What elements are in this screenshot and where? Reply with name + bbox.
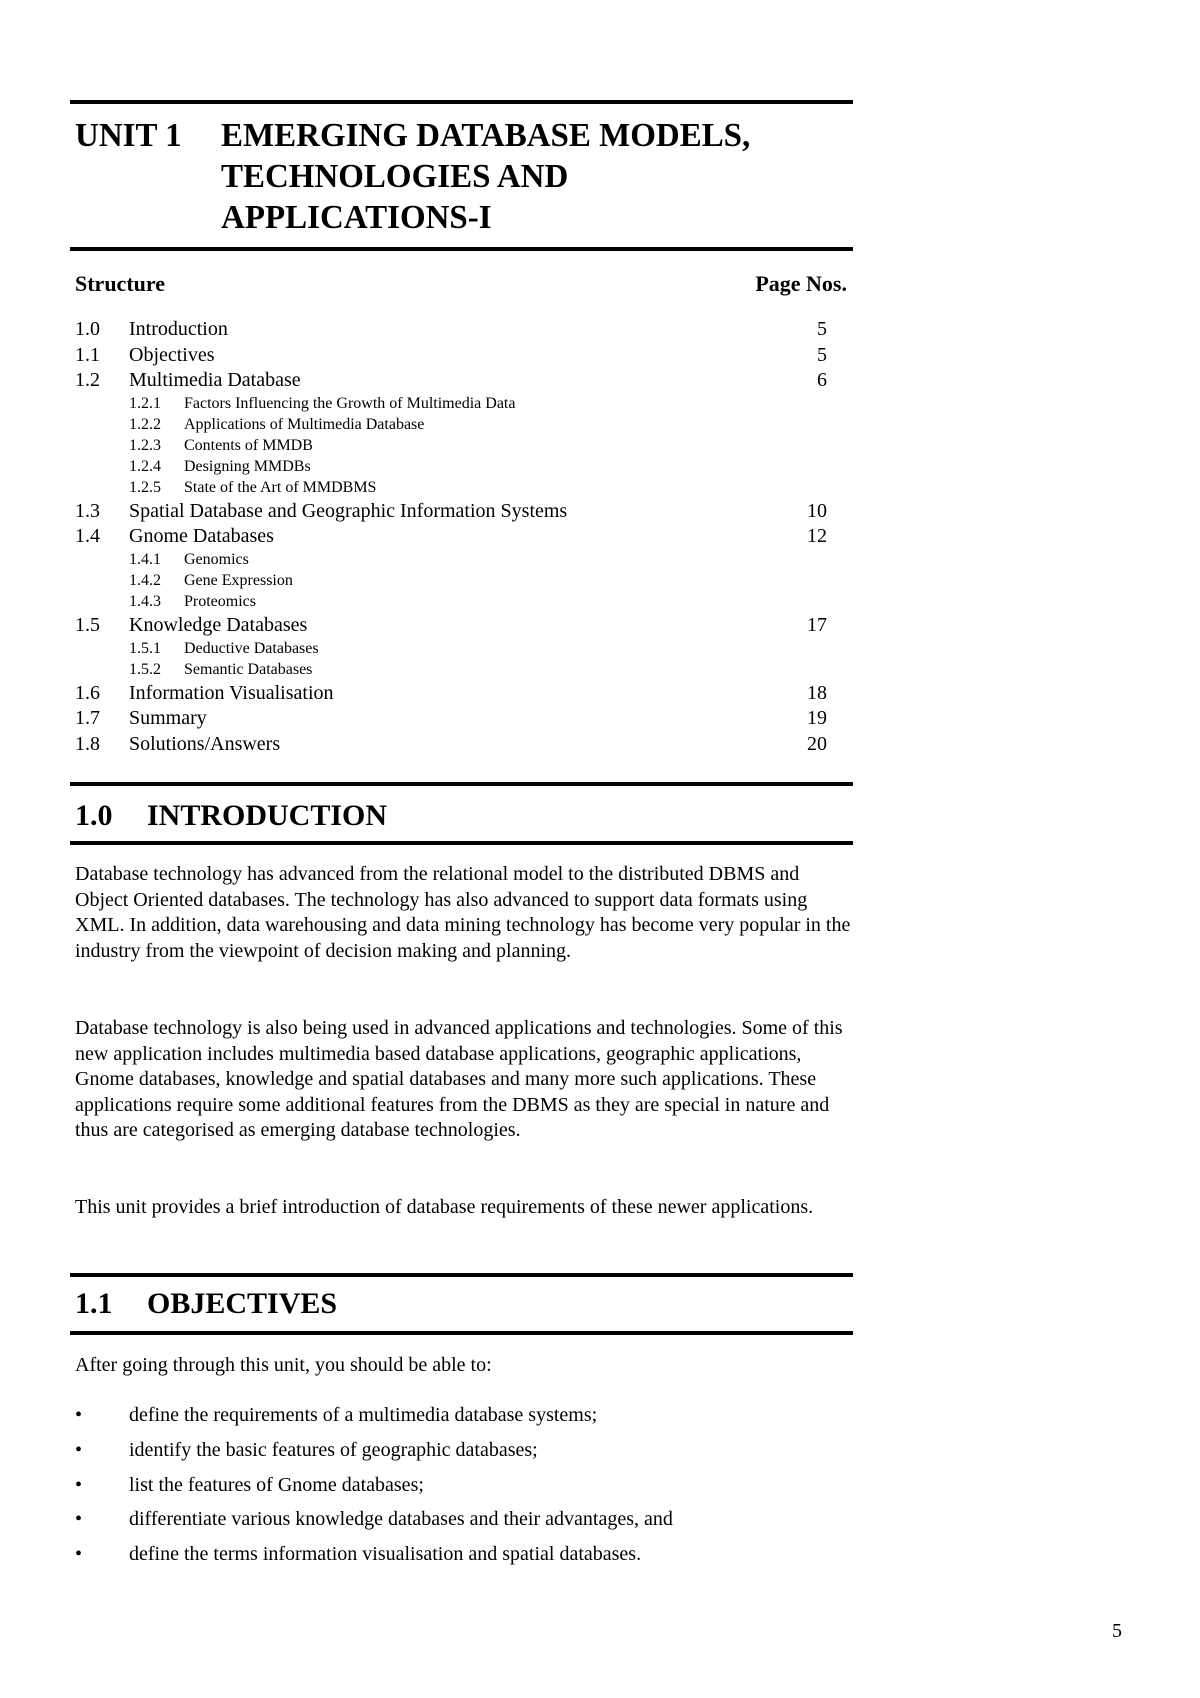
bullet-icon: • (75, 1508, 83, 1531)
objectives-bottom-rule (70, 1331, 853, 1335)
intro-paragraph: Database technology is also being used in advanced applications and technologies. Some of this new application includes multimedia based database applications, geographic applications, Gnome databases, knowledge and spatial databases and many more such applications. These applications require some additional features from the DBMS as they are special in nature and thus are categorised as emerging database technologies. (75, 1017, 843, 1141)
toc-sub-title: Genomics (184, 550, 249, 568)
toc-sub-number: 1.2.3 (129, 436, 161, 454)
bullet-icon: • (75, 1404, 83, 1426)
toc-title: Summary (129, 707, 207, 730)
table-of-contents (75, 316, 827, 756)
toc-sub-number: 1.2.5 (129, 478, 161, 496)
toc-sub-number: 1.5.1 (129, 639, 161, 657)
intro-paragraph: This unit provides a brief introduction of database requirements of these newer applications. (75, 1196, 814, 1218)
top-rule (70, 100, 853, 104)
objective-text: list the features of Gnome databases; (129, 1473, 424, 1496)
title-bottom-rule (70, 247, 853, 251)
structure-header (75, 271, 847, 297)
bullet-icon: • (75, 1438, 83, 1461)
toc-entry (75, 731, 827, 757)
toc-subentry (75, 393, 827, 414)
section-title: INTRODUCTION (147, 799, 388, 832)
structure-heading: Structure (75, 271, 166, 296)
toc-subentry (75, 435, 827, 456)
objective-text: identify the basic features of geographic databases; (129, 1438, 538, 1461)
toc-sub-title: State of the Art of MMDBMS (184, 478, 377, 496)
intro-top-rule (70, 782, 853, 786)
toc-entry (75, 705, 827, 731)
toc-subentry (75, 659, 827, 680)
section-title: OBJECTIVES (147, 1287, 338, 1320)
toc-page: 18 (807, 681, 827, 704)
toc-page: 19 (807, 707, 827, 730)
unit-title-line: EMERGING DATABASE MODELS, (221, 117, 751, 154)
list-item (75, 1472, 855, 1507)
objectives-heading (75, 1286, 337, 1322)
toc-subentry (75, 456, 827, 477)
toc-number: 1.8 (75, 732, 100, 755)
toc-page: 6 (817, 369, 827, 392)
toc-sub-title: Factors Influencing the Growth of Multimedia Data (184, 394, 516, 412)
toc-number: 1.0 (75, 318, 100, 340)
bullet-icon: • (75, 1473, 83, 1496)
toc-title: Spatial Database and Geographic Information Systems (129, 499, 568, 522)
toc-sub-number: 1.2.2 (129, 415, 161, 433)
intro-paragraph: Database technology has advanced from the relational model to the distributed DBMS and Object Oriented databases. The technology has also advanced to support data formats using XML. In addition, data warehousing and data mining technology has become very popular in the industry from the viewpoint of decision making and planning. (75, 863, 851, 962)
toc-sub-number: 1.4.1 (129, 550, 161, 568)
page-nos-heading: Page Nos. (755, 271, 847, 296)
toc-number: 1.1 (75, 343, 100, 366)
toc-number: 1.5 (75, 613, 100, 636)
toc-title: Objectives (129, 343, 215, 366)
unit-title-line: APPLICATIONS-I (221, 199, 492, 236)
toc-title: Information Visualisation (129, 681, 334, 704)
toc-sub-number: 1.2.4 (129, 457, 161, 475)
toc-title: Solutions/Answers (129, 732, 281, 755)
toc-entry (75, 498, 827, 524)
toc-sub-title: Applications of Multimedia Database (184, 415, 425, 433)
page-number: 5 (1112, 1620, 1122, 1642)
toc-page: 5 (817, 343, 827, 366)
objective-text: define the requirements of a multimedia database systems; (129, 1404, 598, 1426)
unit-label: UNIT 1 (75, 117, 182, 154)
toc-page: 17 (807, 613, 827, 636)
toc-subentry (75, 549, 827, 570)
toc-entry (75, 342, 827, 368)
toc-number: 1.3 (75, 499, 100, 522)
toc-entry (75, 612, 827, 638)
toc-sub-number: 1.2.1 (129, 394, 161, 412)
toc-title: Gnome Databases (129, 525, 274, 548)
list-item (75, 1402, 855, 1437)
toc-entry (75, 316, 827, 342)
toc-page: 5 (817, 318, 827, 340)
toc-page: 20 (807, 732, 827, 755)
intro-bottom-rule (70, 841, 853, 845)
toc-subentry (75, 477, 827, 498)
toc-entry (75, 367, 827, 393)
toc-entry (75, 680, 827, 706)
objective-text: define the terms information visualisation and spatial databases. (129, 1543, 642, 1566)
unit-title (221, 115, 842, 238)
objectives-lead: After going through this unit, you should be able to: (75, 1354, 492, 1376)
toc-title: Knowledge Databases (129, 613, 308, 636)
toc-sub-title: Gene Expression (184, 571, 293, 589)
toc-sub-title: Deductive Databases (184, 639, 319, 657)
toc-sub-title: Proteomics (184, 592, 256, 610)
toc-subentry (75, 414, 827, 435)
section-number: 1.0 (75, 799, 113, 832)
toc-subentry (75, 638, 827, 659)
toc-page: 12 (807, 525, 827, 548)
unit-title-line: TECHNOLOGIES AND (221, 158, 569, 195)
objectives-top-rule (70, 1273, 853, 1277)
introduction-heading (75, 798, 387, 834)
toc-subentry (75, 570, 827, 591)
toc-sub-title: Designing MMDBs (184, 457, 311, 475)
objectives-list (75, 1402, 855, 1576)
toc-sub-number: 1.4.2 (129, 571, 161, 589)
toc-title: Multimedia Database (129, 369, 301, 392)
toc-number: 1.4 (75, 525, 100, 548)
toc-entry (75, 523, 827, 549)
toc-sub-number: 1.4.3 (129, 592, 161, 610)
bullet-icon: • (75, 1543, 83, 1566)
toc-number: 1.6 (75, 681, 100, 704)
objective-text: differentiate various knowledge databases and their advantages, and (129, 1508, 673, 1531)
section-number: 1.1 (75, 1287, 113, 1320)
toc-sub-number: 1.5.2 (129, 660, 161, 678)
toc-page: 10 (807, 499, 827, 522)
toc-title: Introduction (129, 318, 228, 340)
toc-subentry (75, 591, 827, 612)
list-item (75, 1506, 855, 1541)
toc-number: 1.2 (75, 369, 100, 392)
list-item (75, 1541, 855, 1576)
toc-sub-title: Contents of MMDB (184, 436, 313, 454)
toc-number: 1.7 (75, 707, 100, 730)
toc-sub-title: Semantic Databases (184, 660, 313, 678)
list-item (75, 1437, 855, 1472)
